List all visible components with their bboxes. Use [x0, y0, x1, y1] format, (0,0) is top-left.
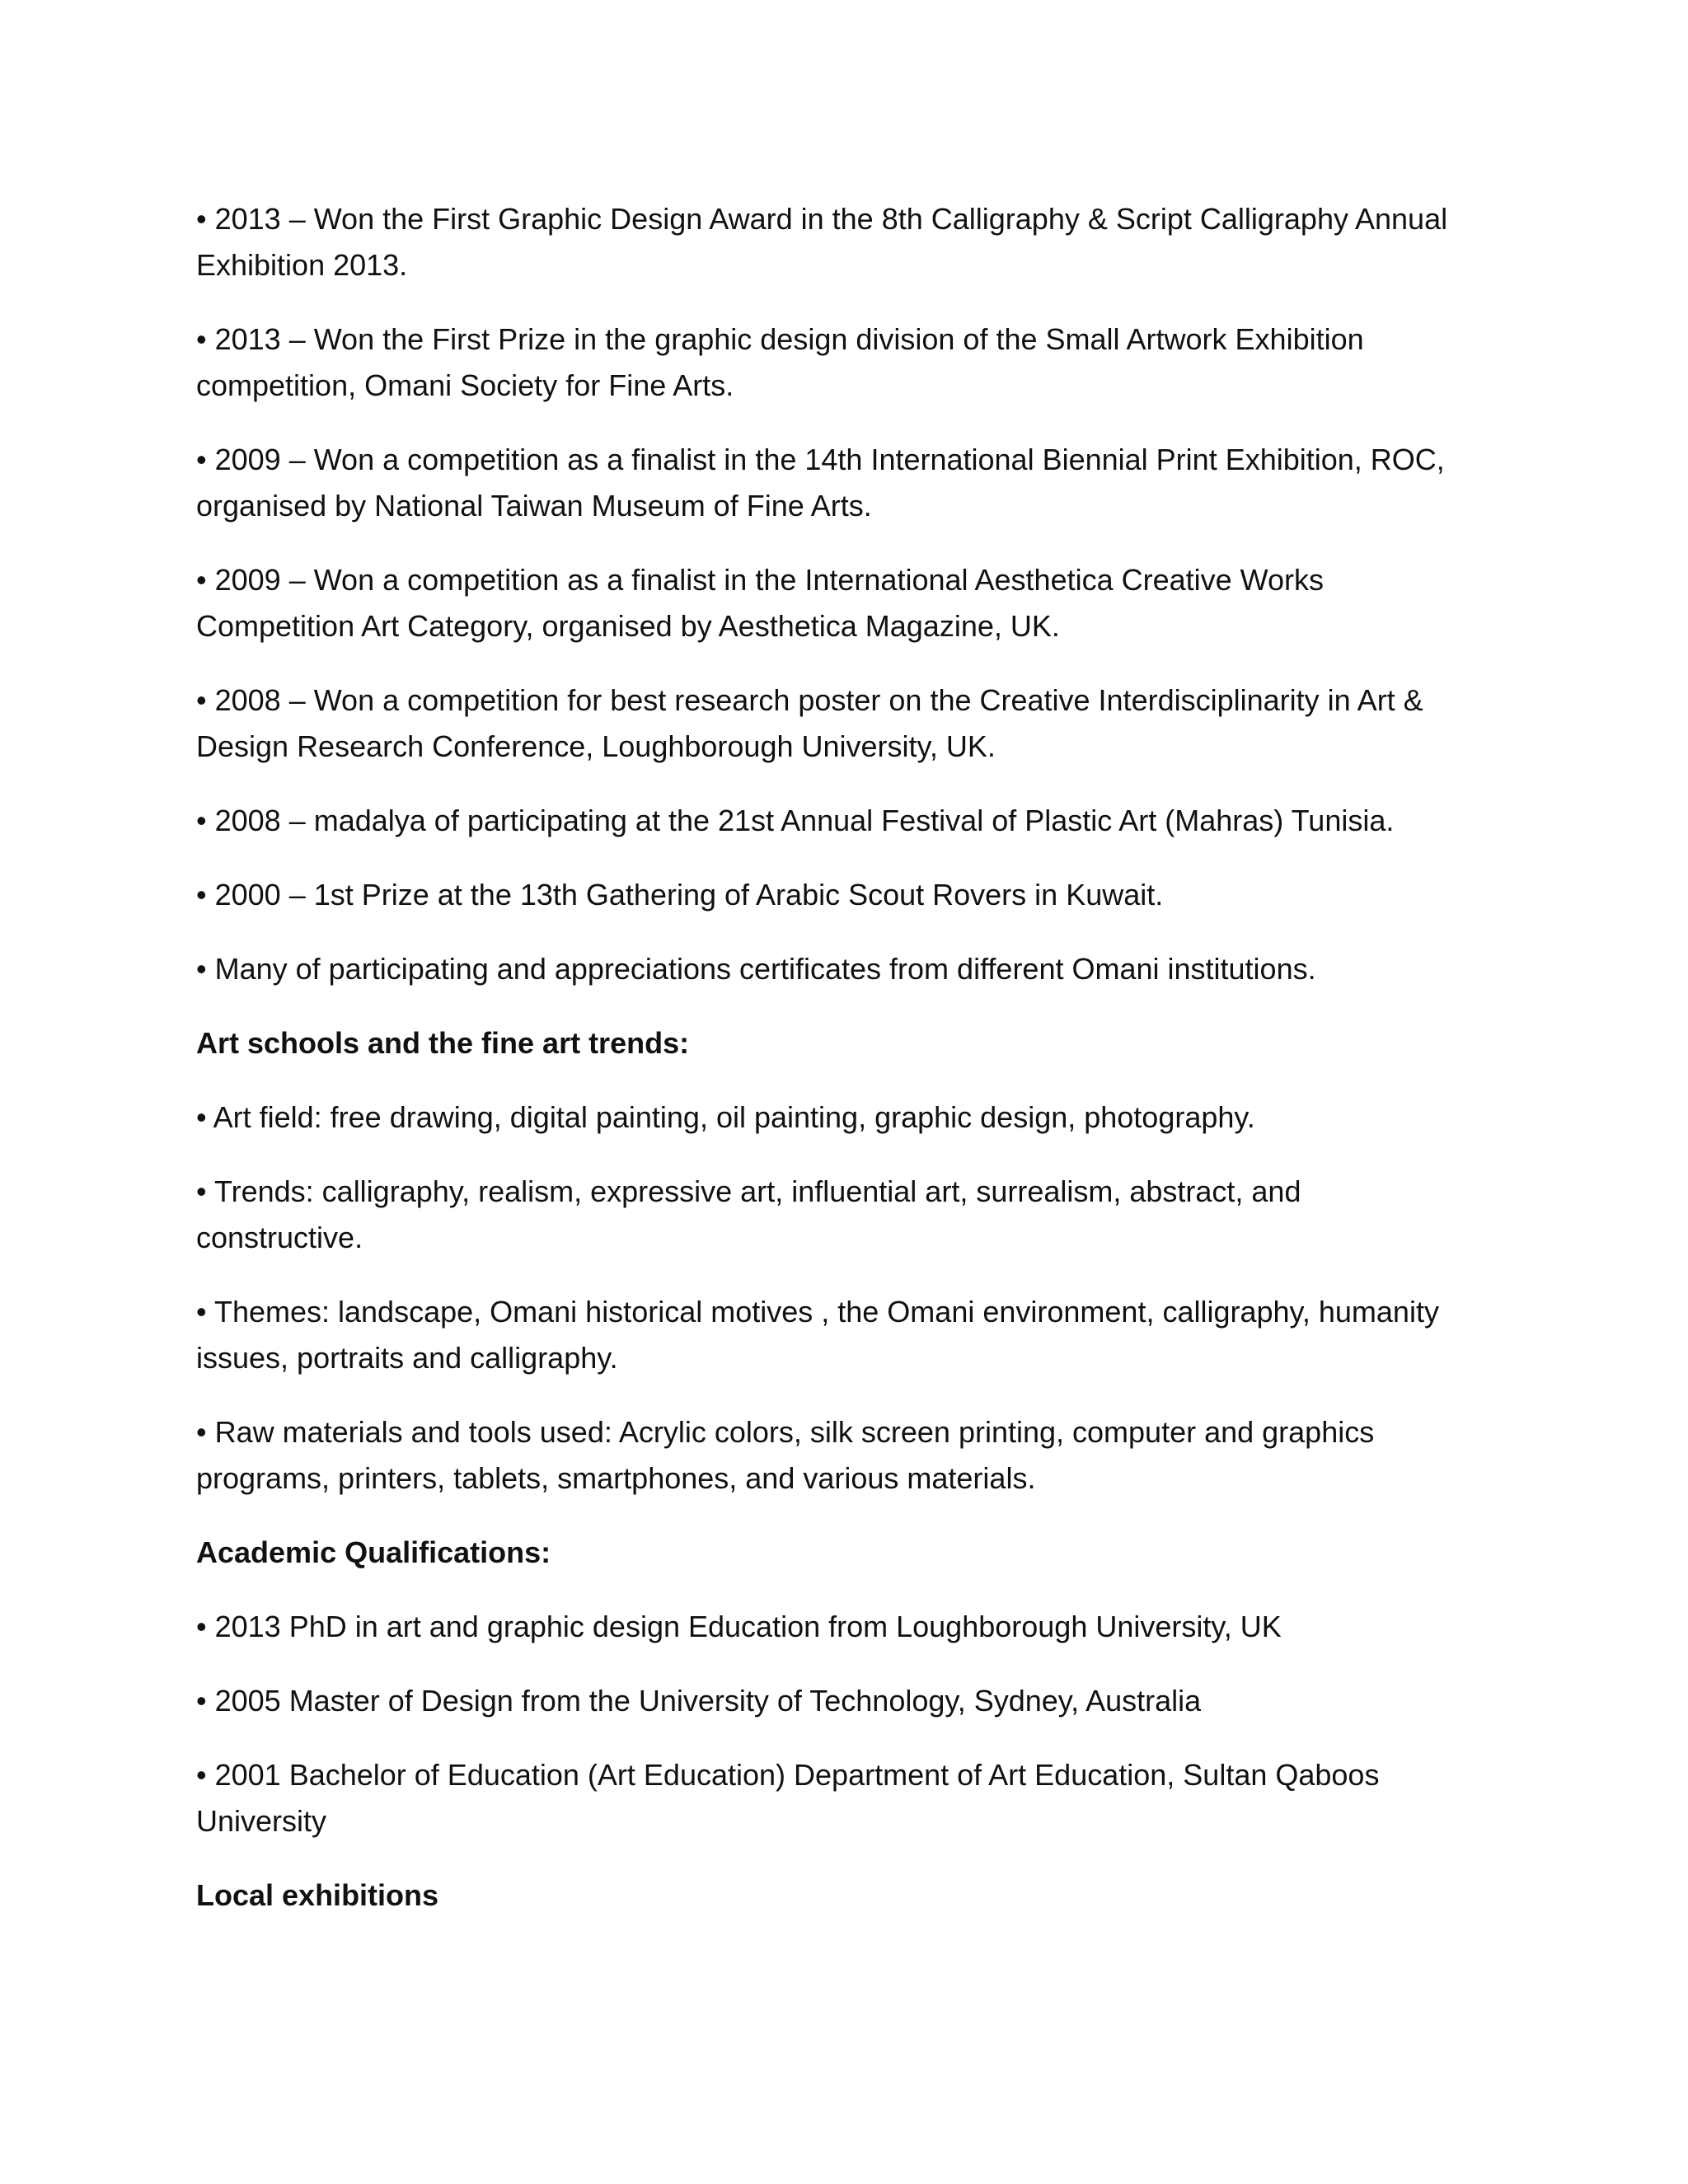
text-line: • 2001 Bachelor of Education (Art Education) Department of Art Education, Sultan Qaboos [196, 1758, 1380, 1792]
award-item [196, 316, 1498, 409]
text-line: Exhibition 2013. [196, 248, 408, 282]
document-body [196, 196, 1498, 1947]
art-school-item [196, 1289, 1498, 1381]
text-line: Design Research Conference, Loughborough University, UK. [196, 729, 996, 763]
text-line: programs, printers, tablets, smartphones, and various materials. [196, 1461, 1036, 1495]
text-line: • Many of participating and appreciations certificates from different Omani institutions. [196, 952, 1316, 986]
qualification-item [196, 1678, 1498, 1724]
text-line: • 2005 Master of Design from the University of Technology, Sydney, Australia [196, 1684, 1202, 1718]
award-item [196, 437, 1498, 529]
award-item [196, 677, 1498, 770]
award-item [196, 557, 1498, 649]
text-line: University [196, 1804, 327, 1838]
award-item [196, 946, 1498, 992]
text-line: • 2009 – Won a competition as a finalist in the 14th International Biennial Print Exhibition, ROC, [196, 443, 1445, 476]
text-line: • Raw materials and tools used: Acrylic colors, silk screen printing, computer and graphics [196, 1415, 1375, 1449]
qualification-item [196, 1752, 1498, 1844]
text-line: constructive. [196, 1221, 363, 1254]
award-item [196, 798, 1498, 844]
text-line: • Art field: free drawing, digital painting, oil painting, graphic design, photography. [196, 1100, 1255, 1134]
section-heading: Art schools and the fine art trends: [196, 1026, 690, 1060]
text-line: • 2008 – madalya of participating at the 21st Annual Festival of Plastic Art (Mahras) Tunisia. [196, 804, 1395, 837]
art-school-item [196, 1409, 1498, 1502]
text-line: • 2000 – 1st Prize at the 13th Gathering of Arabic Scout Rovers in Kuwait. [196, 878, 1164, 912]
text-line: • 2008 – Won a competition for best research poster on the Creative Interdisciplinarity in Art & [196, 683, 1423, 717]
qualification-item [196, 1604, 1498, 1650]
award-item [196, 196, 1498, 288]
section-heading: Academic Qualifications: [196, 1535, 551, 1569]
text-line: competition, Omani Society for Fine Arts. [196, 368, 734, 402]
section-heading: Local exhibitions [196, 1878, 439, 1912]
text-line: • 2013 – Won the First Graphic Design Award in the 8th Calligraphy & Script Calligraphy Annual [196, 202, 1448, 236]
art-schools-section [196, 1020, 1498, 1502]
text-line: issues, portraits and calligraphy. [196, 1341, 618, 1375]
text-line: • 2013 PhD in art and graphic design Education from Loughborough University, UK [196, 1610, 1282, 1643]
text-line: • 2013 – Won the First Prize in the graphic design division of the Small Artwork Exhibition [196, 322, 1364, 356]
text-line: • Themes: landscape, Omani historical motives , the Omani environment, calligraphy, humanity [196, 1295, 1439, 1329]
local-exhibitions-section [196, 1872, 1498, 1919]
awards-list [196, 196, 1498, 992]
art-school-item [196, 1094, 1498, 1141]
text-line: • 2009 – Won a competition as a finalist in the International Aesthetica Creative Works [196, 563, 1325, 597]
text-line: Competition Art Category, organised by Aesthetica Magazine, UK. [196, 609, 1060, 643]
award-item [196, 872, 1498, 918]
text-line: • Trends: calligraphy, realism, expressive art, influential art, surrealism, abstract, and [196, 1174, 1301, 1208]
art-school-item [196, 1169, 1498, 1261]
text-line: organised by National Taiwan Museum of Fine Arts. [196, 489, 872, 523]
academic-section [196, 1530, 1498, 1844]
